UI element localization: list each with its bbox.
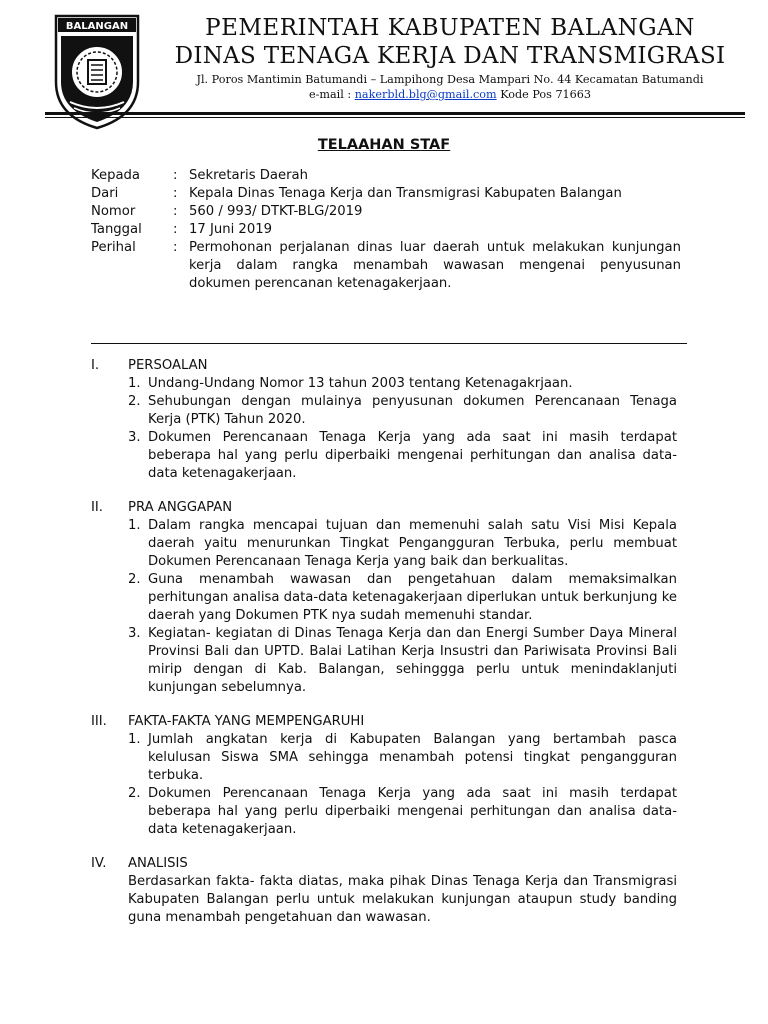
meta-row-nomor xyxy=(91,203,681,221)
list-item xyxy=(91,731,677,785)
meta-colon: : xyxy=(173,168,178,183)
item-text: Dokumen Perencanaan Tenaga Kerja yang ada saat ini masih terdapat beberapa hal yang perlu diperbaiki mengenai perhitungan dan analisa data-data ketenagakerjaan. xyxy=(148,430,677,481)
meta-colon: : xyxy=(173,204,178,219)
section-heading xyxy=(91,499,677,517)
section-title: PERSOALAN xyxy=(128,358,208,373)
item-text: Jumlah angkatan kerja di Kabupaten Balangan yang bertambah pasca kelulusan Siswa SMA sehingga menambah potensi tingkat pengangguran terbuka. xyxy=(148,732,677,783)
item-text: Dalam rangka mencapai tujuan dan memenuhi salah satu Visi Misi Kepala daerah yaitu menurunkan Tingkat Pengangguran Terbuka, perlu membuat Dokumen Perencanaan Tenaga Kerja yang baik dan berkualitas. xyxy=(148,518,677,569)
item-text: Sehubungan dengan mulainya penyusunan dokumen Perencanaan Tenaga Kerja (PTK) Tahun 2020. xyxy=(148,394,677,427)
section-heading xyxy=(91,713,677,731)
item-number: 2. xyxy=(128,786,141,801)
meta-row-kepada xyxy=(91,167,681,185)
section-fakta-fakta xyxy=(91,713,677,839)
item-text: Dokumen Perencanaan Tenaga Kerja yang ada saat ini masih terdapat beberapa hal yang perlu diperbaiki mengenai perhitungan dan analisa data-data ketenagakerjaan. xyxy=(148,786,677,837)
section-heading xyxy=(91,855,677,873)
letterhead-contact xyxy=(150,87,750,102)
section-paragraph: Berdasarkan fakta- fakta diatas, maka pihak Dinas Tenaga Kerja dan Transmigrasi Kabupaten Balangan perlu untuk melakukan kunjungan ataupun study banding guna menambah pengetahuan dan wawasan. xyxy=(128,874,677,925)
section-title: FAKTA-FAKTA YANG MEMPENGARUHI xyxy=(128,714,365,729)
email-link[interactable]: nakerbld.blg@gmail.com xyxy=(354,88,497,101)
meta-colon: : xyxy=(173,222,178,237)
list-item xyxy=(91,429,677,483)
meta-label: Kepada xyxy=(91,168,141,183)
meta-value: Permohonan perjalanan dinas luar daerah untuk melakukan kunjungan kerja dalam rangka menambah wawasan mengenai penyusunan dokumen perencanan ketenagakerjaan. xyxy=(189,240,681,291)
item-number: 3. xyxy=(128,430,141,445)
meta-label: Perihal xyxy=(91,240,136,255)
list-item xyxy=(91,571,677,625)
letterhead-rule-thin xyxy=(45,117,745,118)
meta-value: 17 Juni 2019 xyxy=(189,222,272,237)
item-number: 1. xyxy=(128,376,141,391)
section-number: IV. xyxy=(91,856,107,871)
section-analisis xyxy=(91,855,677,927)
section-pra-anggapan xyxy=(91,499,677,697)
section-persoalan xyxy=(91,357,677,483)
document-title-text: TELAAHAN STAF xyxy=(317,137,451,153)
meta-row-perihal xyxy=(91,239,681,293)
section-number: III. xyxy=(91,714,107,729)
meta-label: Nomor xyxy=(91,204,136,219)
meta-colon: : xyxy=(173,186,178,201)
item-number: 1. xyxy=(128,518,141,533)
meta-value: 560 / 993/ DTKT-BLG/2019 xyxy=(189,204,363,219)
meta-row-dari xyxy=(91,185,681,203)
section-divider xyxy=(91,343,687,344)
item-number: 3. xyxy=(128,626,141,641)
meta-colon: : xyxy=(173,240,178,255)
document-title xyxy=(0,137,768,153)
meta-label: Tanggal xyxy=(91,222,142,237)
logo-text: BALANGAN xyxy=(65,21,129,32)
list-item xyxy=(91,785,677,839)
section-number: I. xyxy=(91,358,100,373)
section-title: PRA ANGGAPAN xyxy=(128,500,233,515)
section-number: II. xyxy=(91,500,103,515)
item-number: 1. xyxy=(128,732,141,747)
letterhead-agency: DINAS TENAGA KERJA DAN TRANSMIGRASI xyxy=(174,43,726,69)
memo-body xyxy=(91,357,677,943)
meta-label: Dari xyxy=(91,186,119,201)
meta-row-tanggal xyxy=(91,221,681,239)
memo-header xyxy=(91,167,681,293)
meta-value: Kepala Dinas Tenaga Kerja dan Transmigrasi Kabupaten Balangan xyxy=(189,186,622,201)
letterhead-rule-thick xyxy=(45,112,745,115)
list-item xyxy=(91,625,677,697)
item-number: 2. xyxy=(128,572,141,587)
item-text: Undang-Undang Nomor 13 tahun 2003 tentang Ketenagakrjaan. xyxy=(148,376,573,391)
item-text: Kegiatan- kegiatan di Dinas Tenaga Kerja dan dan Energi Sumber Daya Mineral Provinsi Bali dan UPTD. Balai Latihan Kerja Insustri dan Pariwisata Provinsi Bali mirip dengan di Kab. Balangan, sehinggga perlu untuk menindaklanjuti kunjungan sebelumnya. xyxy=(148,626,677,695)
email-label: e-mail : xyxy=(308,88,352,101)
list-item xyxy=(91,517,677,571)
item-number: 2. xyxy=(128,394,141,409)
item-text: Guna menambah wawasan dan pengetahuan dalam memaksimalkan perhitungan analisa data-data ketenagakerjaan diperlukan untuk berkunjung ke daerah yang Dokumen PTK nya sudah memenuhi standar. xyxy=(148,572,677,623)
letterhead-government: PEMERINTAH KABUPATEN BALANGAN xyxy=(205,15,695,41)
letterhead-address: Jl. Poros Mantimin Batumandi – Lampihong Desa Mampari No. 44 Kecamatan Batumandi xyxy=(196,73,704,86)
list-item xyxy=(91,375,677,393)
postal-code: Kode Pos 71663 xyxy=(500,88,592,101)
list-item xyxy=(91,393,677,429)
section-title: ANALISIS xyxy=(128,856,188,871)
meta-value: Sekretaris Daerah xyxy=(189,168,308,183)
section-heading xyxy=(91,357,677,375)
letterhead xyxy=(150,14,750,102)
